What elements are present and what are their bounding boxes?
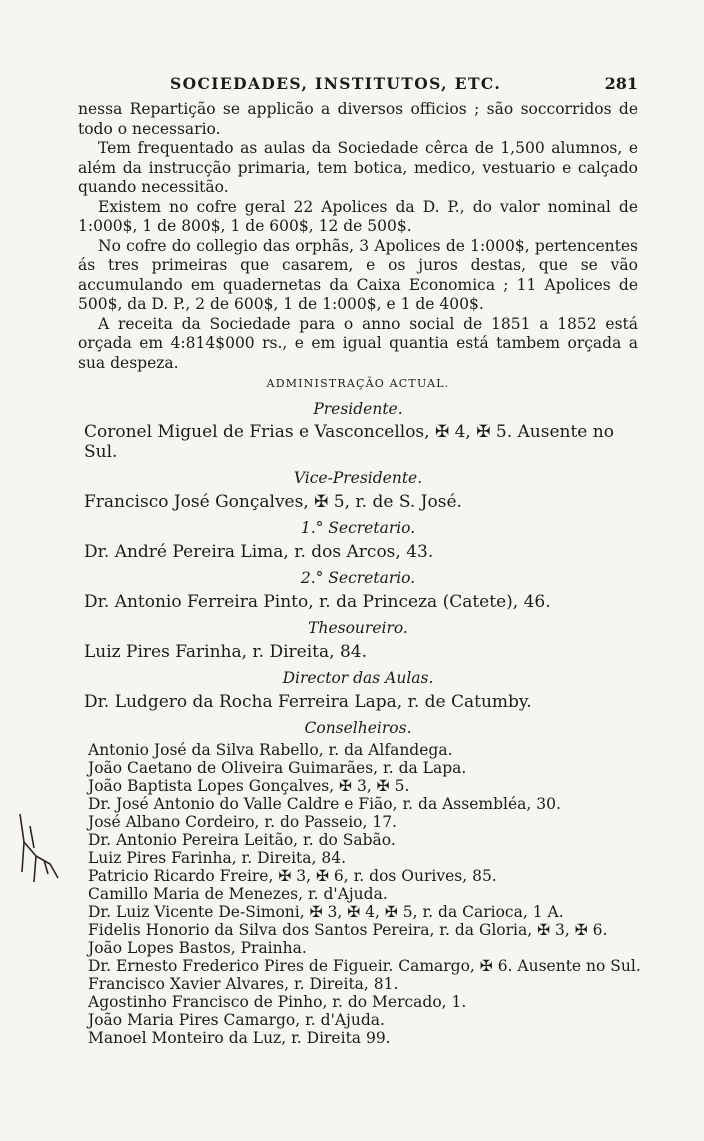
- officer-role: Thesoureiro.: [308, 619, 408, 637]
- margin-ink-mark: [14, 812, 64, 892]
- administration-heading: ADMINISTRAÇÃO ACTUAL.: [266, 377, 450, 390]
- paragraph-budget: A receita da Sociedade para o anno social de 1851 a 1852 está orçada em 4:814$000 rs., e em igual quantia está tambem orçada a sua despeza.: [78, 314, 638, 372]
- councillor-item: Fidelis Honorio da Silva dos Santos Pereira, r. da Gloria, ✠ 3, ✠ 6.: [88, 920, 608, 939]
- councillor-item: Patricio Ricardo Freire, ✠ 3, ✠ 6, r. dos Ourives, 85.: [88, 866, 497, 885]
- councillors-list: [88, 740, 641, 1047]
- councillor-item: Agostinho Francisco de Pinho, r. do Mercado, 1.: [88, 992, 467, 1011]
- councillor-item: José Albano Cordeiro, r. do Passeio, 17.: [88, 812, 397, 831]
- councillor-item: Antonio José da Silva Rabello, r. da Alfandega.: [88, 740, 453, 759]
- officer-name: Coronel Miguel de Frias e Vasconcellos, ✠ 4, ✠ 5. Ausente no Sul.: [84, 422, 614, 462]
- councillor-item: João Baptista Lopes Gonçalves, ✠ 3, ✠ 5.: [88, 776, 410, 795]
- officer-role: 2.° Secretario.: [300, 569, 416, 587]
- councillor-item: Dr. Antonio Pereira Leitão, r. do Sabão.: [88, 830, 396, 849]
- officer-role: Vice-Presidente.: [293, 469, 423, 487]
- councillor-item: João Maria Pires Camargo, r. d'Ajuda.: [88, 1010, 385, 1029]
- officers-list: [78, 400, 638, 713]
- paragraph-students: Tem frequentado as aulas da Sociedade cêrca de 1,500 alumnos, e além da instrucção primaria, tem botica, medico, vestuario e calçado quando necessitão.: [78, 139, 638, 196]
- councillor-item: João Lopes Bastos, Prainha.: [88, 938, 307, 957]
- councillor-item: Dr. José Antonio do Valle Caldre e Fião, r. da Assembléa, 30.: [88, 794, 561, 813]
- officer-name: Dr. Antonio Ferreira Pinto, r. da Princeza (Catete), 46.: [84, 591, 551, 612]
- councillor-item: Francisco Xavier Alvares, r. Direita, 81.: [88, 974, 399, 993]
- councillor-item: Luiz Pires Farinha, r. Direita, 84.: [88, 848, 347, 867]
- paragraph-orphans-fund: No cofre do collegio das orphãs, 3 Apolices de 1:000$, pertencentes ás tres primeiras que casarem, e os juros destas, que se vão accumulando em quadernetas da Caixa Economica ; 11 Apolices de 500$, da D. P., 2 de 600$, 1 de 1:000$, e 1 de 400$.: [78, 236, 638, 313]
- councillor-item: Manoel Monteiro da Luz, r. Direita 99.: [88, 1028, 391, 1047]
- officer-role: Director das Aulas.: [282, 669, 434, 687]
- councillor-item: Dr. Luiz Vicente De-Simoni, ✠ 3, ✠ 4, ✠ 5, r. da Carioca, 1 A.: [88, 902, 564, 921]
- councillor-item: Camillo Maria de Menezes, r. d'Ajuda.: [88, 884, 388, 903]
- officer-role: 1.° Secretario.: [300, 519, 416, 537]
- councillors-heading: Conselheiros.: [304, 719, 412, 737]
- councillor-item: João Caetano de Oliveira Guimarães, r. da Lapa.: [88, 758, 467, 777]
- page-header: [78, 74, 638, 96]
- paragraph-general-fund: Existem no cofre geral 22 Apolices da D. P., do valor nominal de 1:000$, 1 de 800$, 1 de 600$, 12 de 500$.: [78, 197, 638, 235]
- page-number: 281: [604, 74, 638, 93]
- officer-name: Dr. André Pereira Lima, r. dos Arcos, 43.: [84, 541, 434, 562]
- councillor-item: Dr. Ernesto Frederico Pires de Figueir. Camargo, ✠ 6. Ausente no Sul.: [88, 956, 641, 975]
- paragraph-continuation: nessa Repartição se applicão a diversos officios ; são soccorridos de todo o necessario.: [78, 100, 638, 138]
- officer-name: Dr. Ludgero da Rocha Ferreira Lapa, r. de Catumby.: [84, 691, 532, 712]
- officer-name: Francisco José Gonçalves, ✠ 5, r. de S. José.: [84, 491, 462, 512]
- officer-role: Presidente.: [313, 399, 403, 418]
- officer-name: Luiz Pires Farinha, r. Direita, 84.: [84, 641, 367, 662]
- running-title: SOCIEDADES, INSTITUTOS, ETC.: [170, 74, 502, 93]
- page-body: [78, 100, 641, 1047]
